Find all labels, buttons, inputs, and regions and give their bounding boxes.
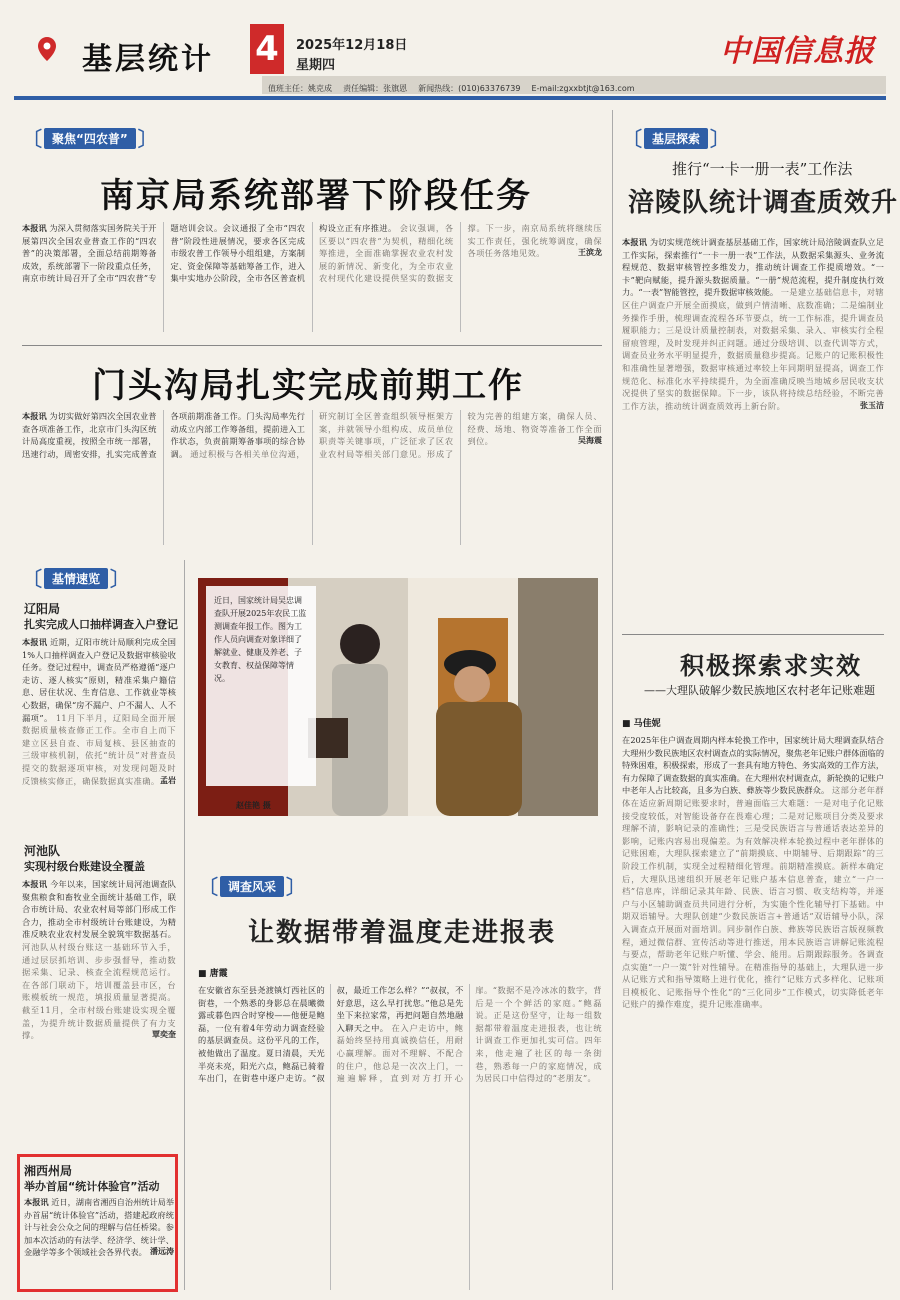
- subtitle-hechi: 实现村级台账建设全覆盖: [24, 860, 145, 873]
- subtitle-liaoyang: 扎实完成人口抽样调查入户登记: [24, 618, 178, 631]
- byline-dali: ■ 马佳妮: [622, 719, 661, 729]
- editor-info-bar: [262, 76, 886, 94]
- divider: [622, 634, 884, 635]
- headline-nanjing: 南京局系统部署下阶段任务: [100, 176, 532, 216]
- responsible-editor: 责任编辑：张旗恩: [343, 84, 408, 93]
- issue-date: 2025年12月18日: [296, 38, 408, 53]
- article-liaoyang: 本报讯 近期，辽阳市统计局顺利完成全国1%人口抽样调查入户登记及数据审核验收任务。登记过程中，调查员严格遵循“逐户走访、逐人核实”原则，精准采集户籍信息、居住状况、生育信息、工作就业等核心数据，确保“房不漏户、户不漏人、人不漏项”。 11月下半月，辽阳局全面开展数据质量核查修正工作。全市自上而下建立区县自查、市局复核、县区抽查的三级审核机制，依托“统计员”对普查员提交的数据逐项审核，对发现问题及时反馈核实修正，确保数据真实准确。 孟岩: [22, 637, 176, 786]
- column-rule: [612, 110, 613, 1290]
- tag-survey: 〔 调查风采 〕: [198, 874, 307, 899]
- photo-caption: 近日，国家统计局吴忠调查队开展2025年农民工监测调查年报工作。图为工作人员向调查对象详细了解就业、健康及养老、子女教育、权益保障等情况。: [214, 596, 307, 683]
- subhead-dali: ——大理队破解少数民族地区农村老年记账难题: [644, 684, 875, 697]
- divider: [22, 345, 602, 346]
- subtitle-xiangxi: 举办首届“统计体验官”活动: [24, 1180, 160, 1193]
- location-pin-icon: [34, 36, 60, 62]
- page-number: 4: [250, 24, 284, 74]
- article-dali: 在2025年住户调查周期内样本轮换工作中，国家统计局大理调查队结合大理州少数民族地区农村调查点的实际情况，聚焦老年记账户群体面临的特殊困难，积极探索，形成了一套具有地方特色、务实高效的工作方法，有力保障了调查数据的真实准确。在大理州农村调查点，新轮换的记账户中老年人占比较高，且多为白族、彝族等少数民族群众。 这部分老年群体在适应新周期记账要求时，普遍面临三大难题：一是对电子化记账接受度较低，对智能设备存在畏难心理；二是对记账项目分类及要求理解不清，影响记录的准确性；三是受民族语言与普通话表达差异的影响，记账内容易出现偏差。为有效解决样本轮换过程中老年群体的记账困难，大理队探索建立了“前期摸底、中期辅导、后期跟踪”的三阶段工作机制，实现全过程精细化管理。前期精准摸底。新样本确定后，大理队迅速组织开展老年记账户基本信息普查，建立“一户一档”信息库，详细记录其年龄、民族、语言习惯、收支结构等，并逐户与小区辅助调查员共同进行分析，为实施个性化辅导打下基础。中期双语辅导。大理队创建“少数民族语言+普通话”双语辅导小队，深入调查点开展面对面培训。同步制作白族、彝族等民族语言版视频教程，通过微信群、宣传活动等进行推送，用本民族语言讲解记账流程与要点，帮助老年记账户听懂、学会、能用。后期跟踪服务。各调查点实施“一户一策”针对性辅导。在精准指导的基础上，大理队进一步从记账方式和指导策略上进行优化，推行“记账方式多样化、记账项目模板化、记账指导个性化”的“三化同步”工作模式，切实降低老年记账户的操作难度，提升记账准确率。: [622, 735, 884, 1010]
- editor-on-duty: 值班主任：姚克成: [268, 84, 332, 93]
- article-fuling: 本报讯 为切实规范统计调查基层基础工作，国家统计局涪陵调查队立足工作实际，探索推行“一卡一册一表”工作法，从数据采集源头、业务流程规范、数据审核管控多维发力，推动统计调查工作提质增效。“一卡”靶向赋能，提升源头数据质量。“一册”规范流程，提升制度执行效力。“一表”智能管控，提升数据审核效能。 一是建立基础信息卡，对辖区住户调查户开展全面摸底，做到户情清晰、底数准确；二是编制业务操作手册，梳理调查流程各环节要点，统一工作标准，提升调查员履职能力；三是设计质量控制表，对数据采集、录入、审核实行全程留痕管理，及时发现并纠正问题。通过分级培训、以查代训等方式，调查员业务水平明显提升，数据质量稳步提高。记账户的记账积极性和准确性显著增强，数据审核通过率较上年同期明显提高，调查工作规范化、标准化水平持续提升，为全面准确反映当地城乡居民收支状况提供了坚实的数据保障。下一步，该队将持续总结经验，不断完善工作方法，推动统计调查质效再上新台阶。 张玉洁: [622, 237, 884, 411]
- kicker-fuling: 推行“一卡一册一表”工作法: [672, 160, 853, 178]
- tag-grassroots-explore: 〔 基层探索 〕: [622, 126, 731, 151]
- column-rule: [184, 560, 185, 1290]
- article-mentougou: 本报讯 为切实做好第四次全国农业普查各项准备工作，北京市门头沟区统计局高度重视，按照全市统一部署，迅速行动，周密安排，扎实完成普查各项前期准备工作。门头沟局率先行动成立内部工作筹备组，提前进入工作状态，负责前期筹备事项的综合协调。 通过积极与各相关单位沟通，研究制订全区普查组织领导框架方案，并就领导小组构成、成员单位职责等关键事项，广泛征求了区农业农村局等相关部门意见。形成了较为完善的组建方案，确保人员、经费、场地、物资等准备工作全面到位。 吴海震: [22, 411, 602, 459]
- byline-feature: ■ 唐霞: [198, 969, 228, 979]
- section-title: 基层统计: [82, 42, 214, 77]
- title-liaoyang: 辽阳局: [24, 602, 61, 616]
- headline-feature: 让数据带着温度走进报表: [248, 918, 557, 948]
- article-feature: 在安徽省东至县尧渡镇灯西社区的街巷，一个熟悉的身影总在晨曦微露或暮色四合时穿梭——他便是鲍磊，一位有着4年劳动力调查经验的基层调查员。这份平凡的工作，被他做出了温度。夏日清晨，天光半亮未亮，阳光六点，鲍磊已骑着车出门，在街巷中逐户走访。“叔叔，最近工作怎么样？”“叔叔，不好意思，这么早打扰您。”他总是先坐下来拉家常，再把问题自然地融入聊天之中。 在入户走访中，鲍磊始终坚持用真诚换信任，用耐心赢理解。面对不理解、不配合的住户，他总是一次次上门，一遍遍解释，直到对方打开心扉。“数据不是冷冰冰的数字，背后是一个个鲜活的家庭。”鲍磊说。正是这份坚守，让每一组数据都带着温度走进报表，也让统计调查工作更加扎实可信。四年来，他走遍了社区的每一条街巷，熟悉每一户的家庭情况，成为居民口中信得过的“老朋友”。: [198, 985, 602, 1084]
- email: E-mail:zgxxbtjt@163.com: [531, 84, 635, 93]
- issue-weekday: 星期四: [296, 58, 336, 73]
- article-xiangxi: 本报讯 近日，湖南省湘西自治州统计局举办首届“统计体验官”活动，搭建起政府统计与社会公众之间的理解与信任桥梁。参加本次活动的有法学、经济学、统计学、金融学等多个领域社会各界代表。 潘远涛: [24, 1197, 174, 1258]
- headline-fuling: 涪陵队统计调查质效升: [628, 188, 899, 218]
- title-xiangxi: 湘西州局: [24, 1164, 73, 1178]
- headline-mentougou: 门头沟局扎实完成前期工作: [92, 366, 524, 406]
- photo-credit: 赵佳艳 摄: [236, 801, 271, 810]
- title-hechi: 河池队: [24, 844, 61, 858]
- header-rule: [14, 96, 886, 100]
- tag-agri-census: 〔 聚焦“四农普” 〕: [22, 126, 158, 151]
- headline-dali: 积极探索求实效: [680, 651, 862, 680]
- tag-express: 〔 基情速览 〕: [22, 566, 131, 591]
- news-hotline: 新闻热线：(010)63376739: [418, 84, 521, 93]
- newspaper-logo: 中国信息报: [720, 34, 875, 69]
- photo-caption-box: [206, 586, 316, 786]
- article-hechi: 本报讯 今年以来，国家统计局河池调查队聚焦粮食和畜牧业全面统计基础工作，联合市统计局、农业农村局等部门形成工作合力，推动全市村级统计台账建设，为精准反映农业农村发展全貌筑牢数据基石。 河池队从村级台账这一基础环节入手，通过层层抓培训、步步强督导，推动数据采集、记录、核查全流程规范运行。在各部门联动下，培训覆盖县市区，台账模板统一规范，填报质量显著提高。截至11月，全市村级台账建设实现全覆盖，为提升统计数据质量提供了有力支撑。 覃奕奎: [22, 879, 176, 1041]
- article-nanjing: 本报讯 为深入贯彻落实国务院关于开展第四次全国农业普查工作的“四农普”的决策部署，全面总结前期筹备成效，系统部署下一阶段重点任务，南京市统计局召开了全市“四农普”专题培训会议。会议通报了全市“四农普”阶段性进展情况，要求各区完成市级农普工作领导小组组建，方案制定、资金保障等基础筹备工作，进入集中实地办公阶段，全市各区普查机构设立正有序推进。 会议强调，各区要以“四农普”为契机，精细化统筹推进，全面准确掌握农业农村发展的新情况、新变化，为全市农业农村现代化建设提供坚实的数据支撑。下一步，南京局系统将继续压实工作责任，强化统筹调度，确保各项任务落地见效。 王滨龙: [22, 223, 602, 284]
